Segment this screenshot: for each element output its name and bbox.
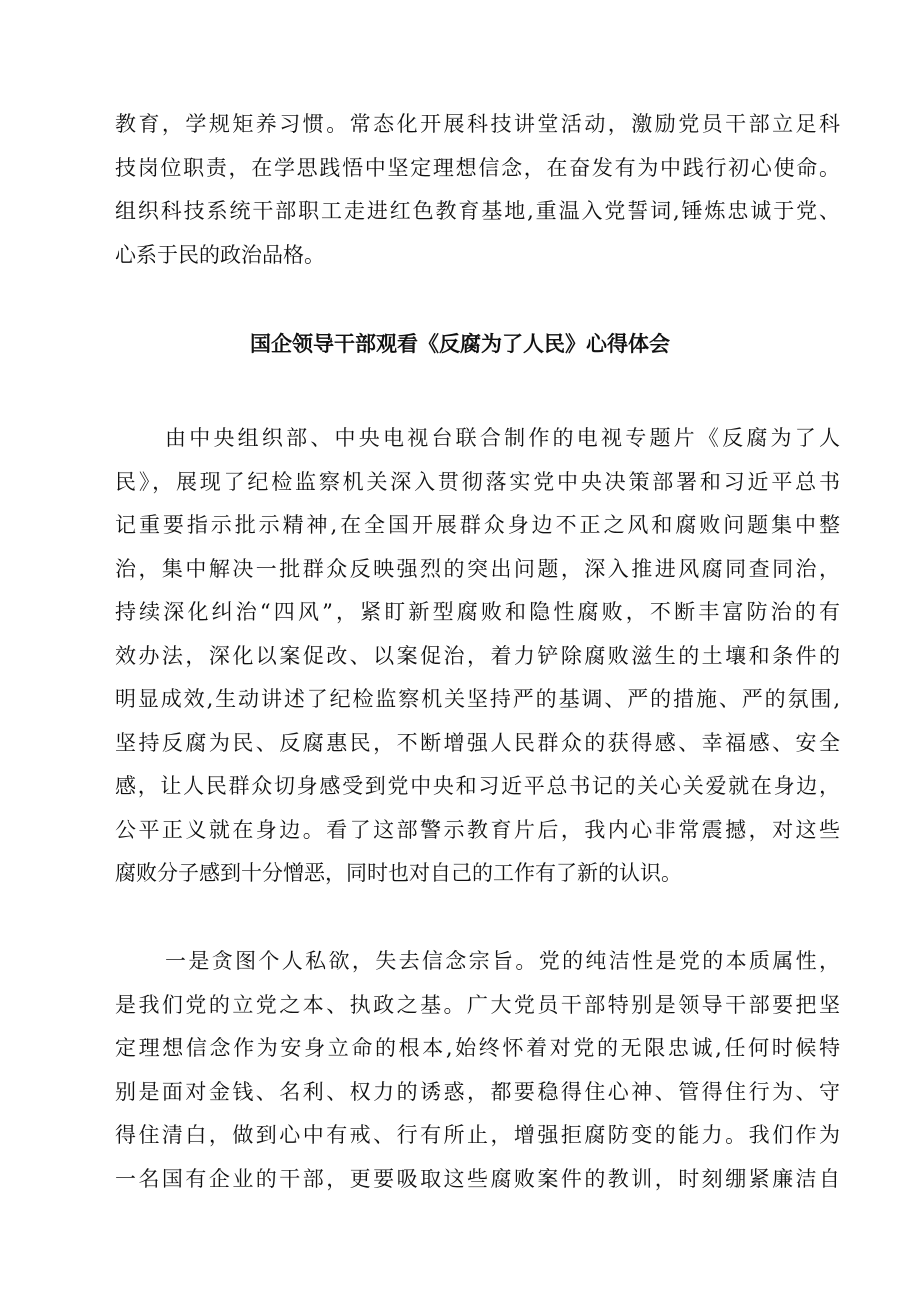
paragraph-1-line-7: 明显成效,生动讲述了纪检监察机关坚持严的基调、严的措施、严的氛围, (115, 687, 840, 711)
paragraph-2-line-6: 一名国有企业的干部，更要吸取这些腐败案件的教训，时刻绷紧廉洁自 (115, 1166, 840, 1191)
intro-line-4: 心系于民的政治品格。 (115, 242, 325, 267)
paragraph-1-line-8: 坚持反腐为民、反腐惠民，不断增强人民群众的获得感、幸福感、安全 (115, 730, 840, 755)
paragraph-2-line-4: 别是面对金钱、名利、权力的诱惑，都要稳得住心神、管得住行为、守 (115, 1079, 840, 1104)
paragraph-2-line-5: 得住清白，做到心中有戒、行有所止，增强拒腐防变的能力。我们作为 (115, 1123, 840, 1147)
paragraph-1-line-5: 持续深化纠治“四风”，紧盯新型腐败和隐性腐败，不断丰富防治的有 (115, 600, 840, 624)
paragraph-1-line-9: 感，让人民群众切身感受到党中央和习近平总书记的关心关爱就在身边， (115, 774, 840, 798)
paragraph-2-line-3: 定理想信念作为安身立命的根本,始终怀着对党的无限忠诚,任何时候特 (115, 1036, 840, 1060)
paragraph-1 (115, 417, 840, 896)
paragraph-1-line-6: 效办法，深化以案促改、以案促治，着力铲除腐败滋生的土壤和条件的 (115, 643, 840, 668)
paragraph-1-line-4: 治，集中解决一批群众反映强烈的突出问题，深入推进风腐同查同治， (115, 556, 840, 581)
paragraph-1-line-11: 腐败分子感到十分憎恶，同时也对自己的工作有了新的认识。 (115, 861, 682, 885)
intro-line-3: 组织科技系统干部职工走进红色教育基地,重温入党誓词,锤炼忠诚于党、 (115, 199, 840, 223)
paragraph-2 (115, 940, 840, 1201)
intro-paragraph (115, 103, 840, 277)
paragraph-1-line-1: 由中央组织部、中央电视台联合制作的电视专题片《反腐为了人 (165, 426, 840, 450)
paragraph-2-line-2: 是我们党的立党之本、执政之基。广大党员干部特别是领导干部要把坚 (115, 992, 840, 1017)
paragraph-2-line-1: 一是贪图个人私欲，失去信念宗旨。党的纯洁性是党的本质属性， (165, 949, 840, 973)
paragraph-1-line-2: 民》，展现了纪检监察机关深入贯彻落实党中央决策部署和习近平总书 (115, 469, 840, 494)
paragraph-1-line-3: 记重要指示批示精神,在全国开展群众身边不正之风和腐败问题集中整 (115, 513, 840, 537)
paragraph-1-line-10: 公平正义就在身边。看了这部警示教育片后，我内心非常震撼，对这些 (115, 817, 840, 842)
intro-line-2: 技岗位职责，在学思践悟中坚定理想信念，在奋发有为中践行初心使命。 (115, 155, 840, 180)
intro-line-1: 教育，学规矩养习惯。常态化开展科技讲堂活动，激励党员干部立足科 (115, 112, 840, 136)
article-title: 国企领导干部观看《反腐为了人民》心得体会 (250, 332, 670, 356)
